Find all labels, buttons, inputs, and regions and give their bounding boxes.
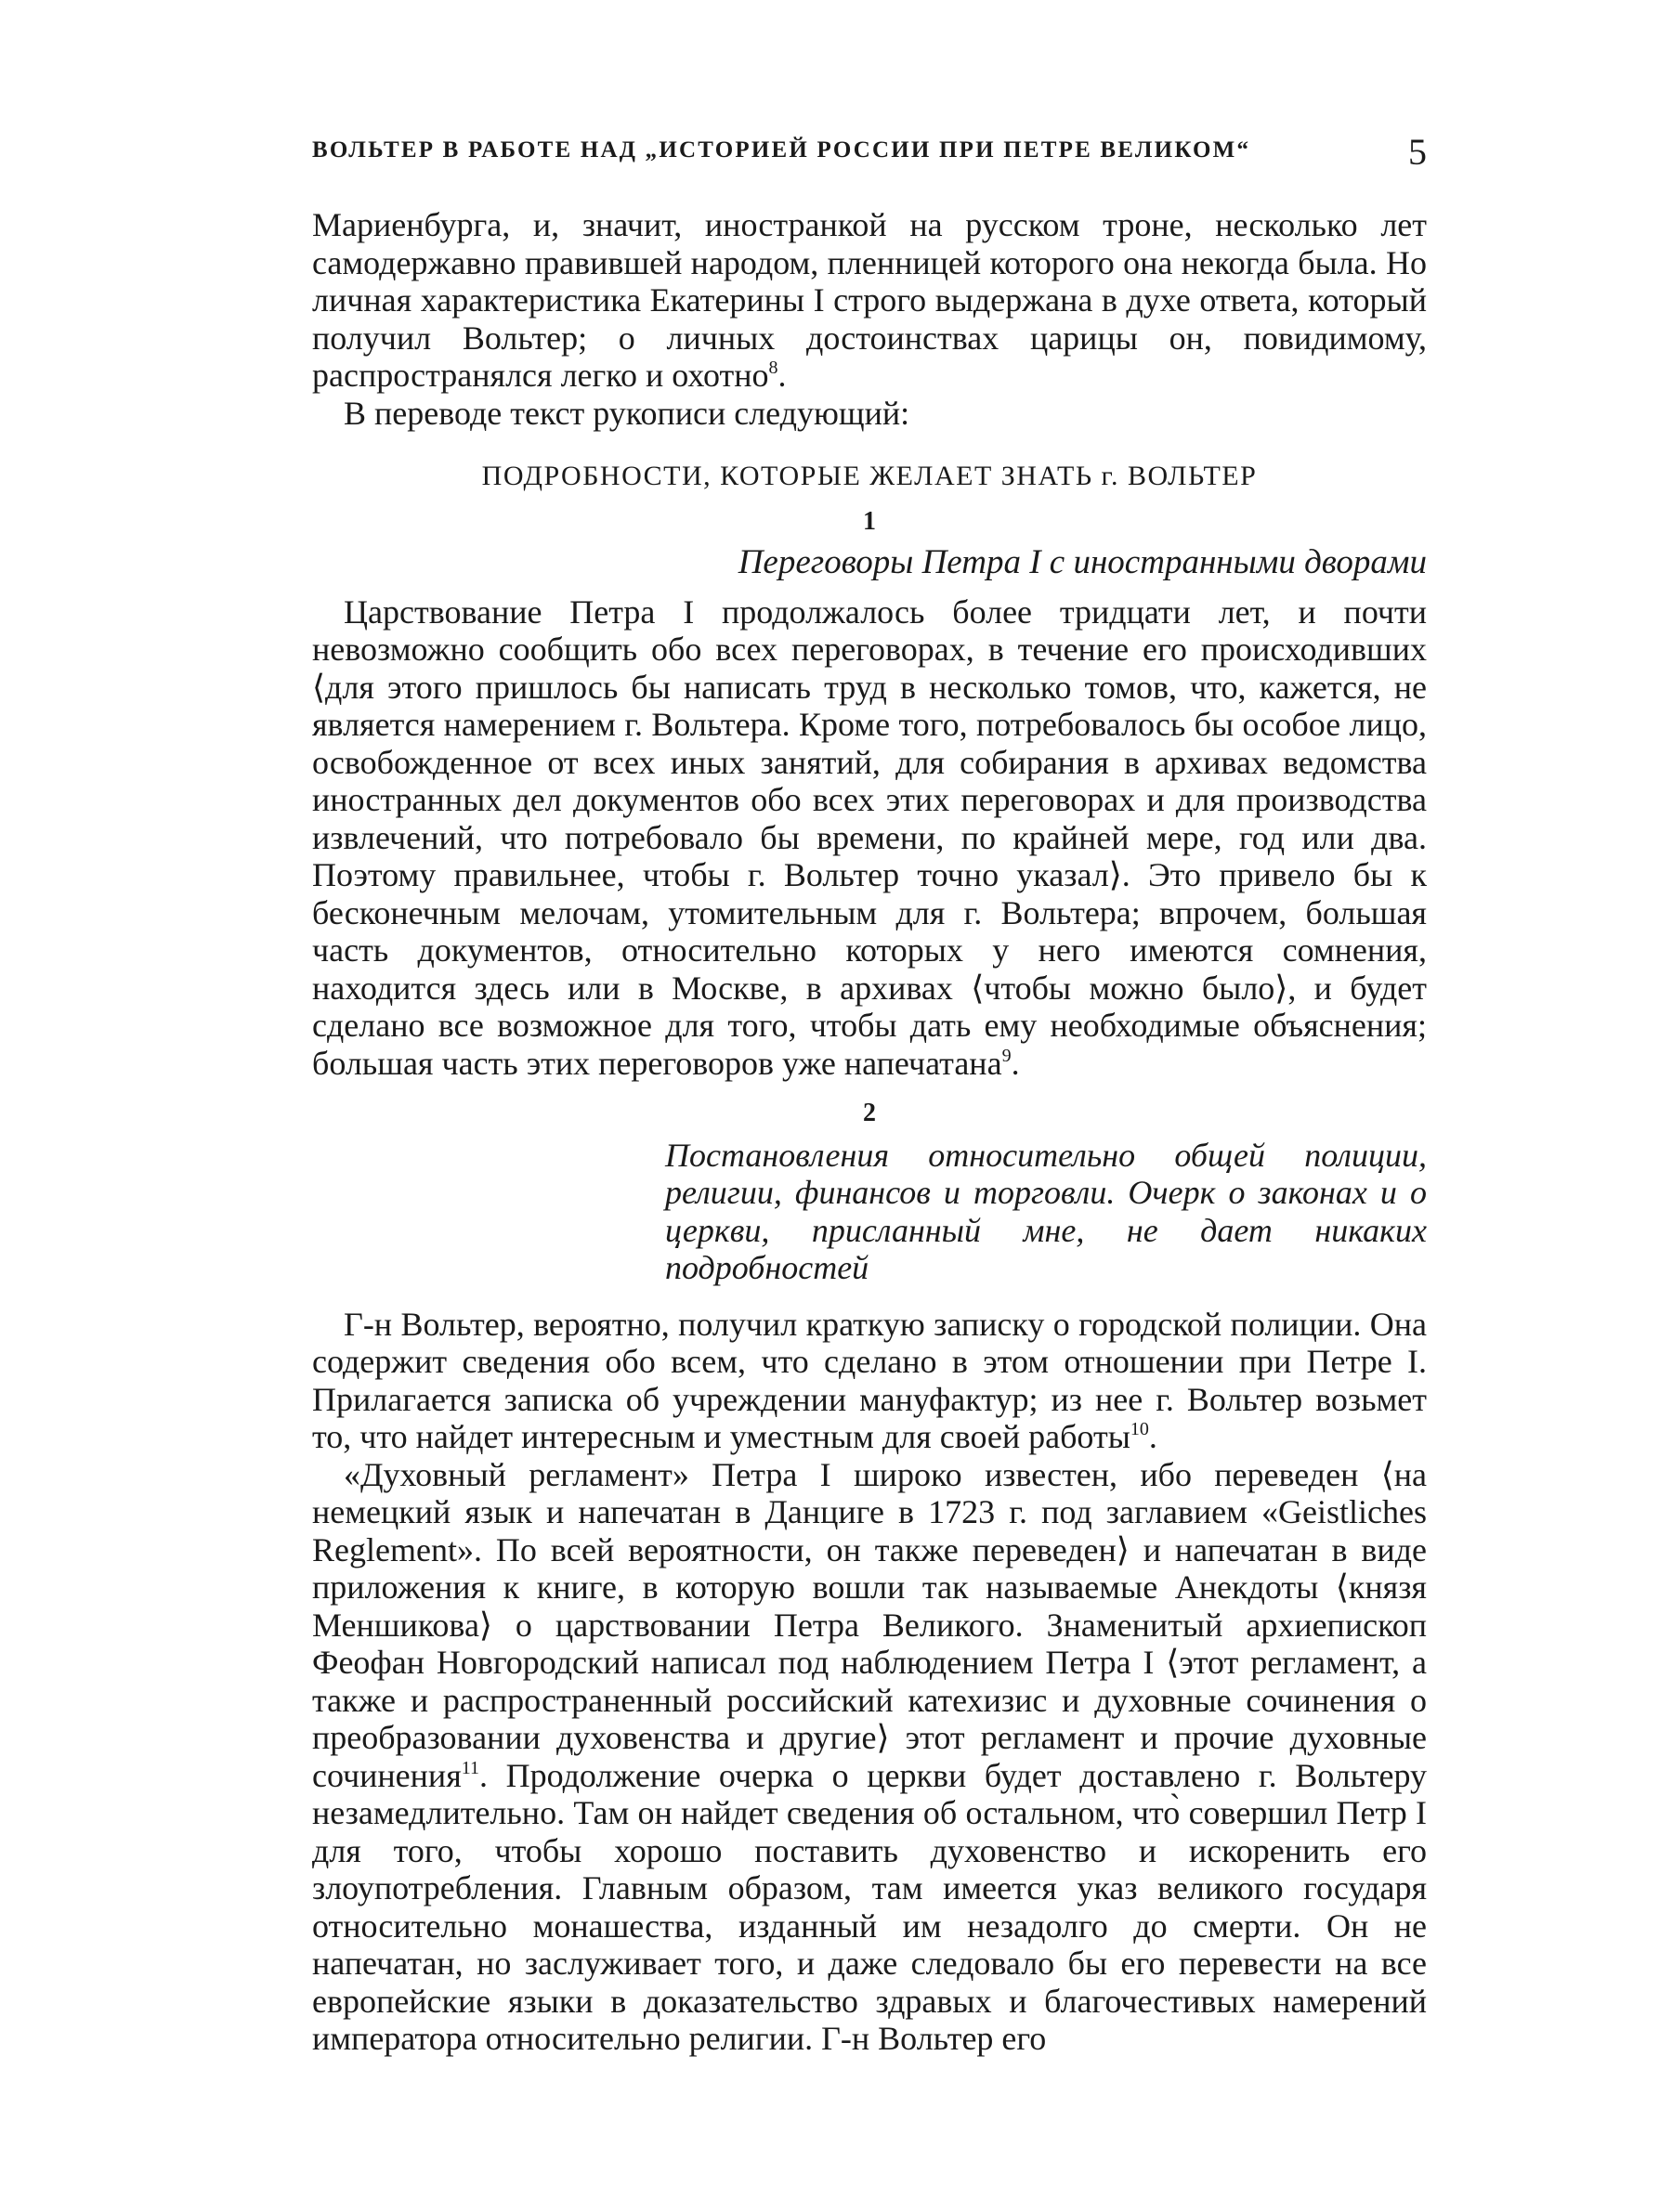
intro-paragraph-2: В переводе текст рукописи следующий: <box>344 394 910 432</box>
section-1-text: Царствование Петра I продолжалось более тридцати лет, и почти невозможно сообщить обо всех переговорах, в течение его происходивших ⟨для этого пришлось бы написать труд в несколько томов, что, кажется, не является намерением г. Вольтера. Кроме того, потребовалось бы особое лицо, освобожденное от всех иных занятий, для собирания в архивах ведомства иностранных дел документов обо всех этих переговорах и для производства извлечений, что потребовало бы времени, по крайней мере, год или два. Поэтому правильнее, чтобы г. Вольтер точно указал⟩. Это привело бы к бесконечным мелочам, утомительным для г. Вольтера; впрочем, большая часть документов, относительно которых у него имеются сомнения, находится здесь или в Москве, в архивах ⟨чтобы можно было⟩, и будет сделано все возможное для того, чтобы дать ему необходимые объяснения; большая часть этих переговоров уже напечатана <box>312 592 1428 1082</box>
page-body <box>312 206 1427 2058</box>
running-head <box>312 130 1427 176</box>
page-number: 5 <box>1408 131 1427 173</box>
intro-end: . <box>777 357 787 394</box>
section-heading-1: Переговоры Петра I с иностранными дворами <box>738 543 1427 581</box>
section-1-end: . <box>1011 1044 1020 1082</box>
document-title: ПОДРОБНОСТИ, КОТОРЫЕ ЖЕЛАЕТ ЗНАТЬ г. ВОЛЬТЕР <box>481 461 1258 491</box>
section-2-text-1: Г-н Вольтер, вероятно, получил краткую записку о городской полиции. Она содержит сведения обо всем, что сделано в этом отношении при Петре I. Прилагается записка об учреждении мануфактур; из нее г. Вольтер возьмет то, что найдет интересным и уместным для своей работы <box>312 1305 1427 1455</box>
footnote-ref-11: 11 <box>461 1757 480 1778</box>
footnote-ref-8: 8 <box>768 358 778 378</box>
section-2-paragraph-2 <box>312 1456 1427 2058</box>
footnote-ref-10: 10 <box>1130 1419 1149 1439</box>
running-title: ВОЛЬТЕР В РАБОТЕ НАД „ИСТОРИЕЙ РОССИИ ПРИ ПЕТРЕ ВЕЛИКОМ“ <box>312 137 1251 163</box>
section-1-paragraph <box>312 593 1427 1083</box>
section-number-1: 1 <box>863 506 876 536</box>
section-2-paragraph-1 <box>312 1306 1427 1456</box>
intro-text: Мариенбурга, и, значит, иностранкой на русском троне, несколько лет самодержавно правившей народом, пленницей которого она некогда была. Но личная характеристика Екатерины I строго выдержана в духе ответа, который получил Вольтер; о личных достоинствах царицы он, повидимому, распространялся легко и охотно <box>312 206 1427 394</box>
footnote-ref-9: 9 <box>1001 1045 1012 1066</box>
section-2-end-1: . <box>1148 1418 1157 1455</box>
section-2-text-2b: . Продолжение очерка о церкви будет доставлено г. Вольтеру незамедлительно. Там он найдет сведения об остальном, что̀ совершил Петр I для того, чтобы хорошо поставить духовенство и искоренить его злоупотребления. Главным образом, там имеется указ великого государя относительно монашества, изданный им незадолго до смерти. Он не напечатан, но заслуживает того, и даже следовало бы его перевести на все европейские языки в доказательство здравых и благочестивых намерений императора относительно религии. Г-н Вольтер его <box>312 1756 1427 2057</box>
intro-paragraph <box>312 206 1427 395</box>
section-number-2: 2 <box>863 1099 876 1127</box>
section-2-text-2a: «Духовный регламент» Петра I широко известен, ибо переведен ⟨на немецкий язык и напечатан в Данциге в 1723 г. под заглавием «Geistliches Reglement». По всей вероятности, он также переведен⟩ и напечатан в виде приложения к книге, в которую вошли так называемые Анекдоты ⟨князя Меншикова⟩ о царствовании Петра Великого. Знаменитый архиепископ Феофан Новгородский написал под наблюдением Петра I ⟨этот регламент, а также и распространенный российский катехизис и духовные сочинения о преобразовании духовенства и другие⟩ этот регламент и прочие духовные сочинения <box>312 1455 1427 1794</box>
section-heading-2: Постановления относительно общей полиции, религии, финансов и торговли. Очерк о законах и о церкви, присланный мне, не дает никаких подробностей <box>665 1136 1427 1286</box>
